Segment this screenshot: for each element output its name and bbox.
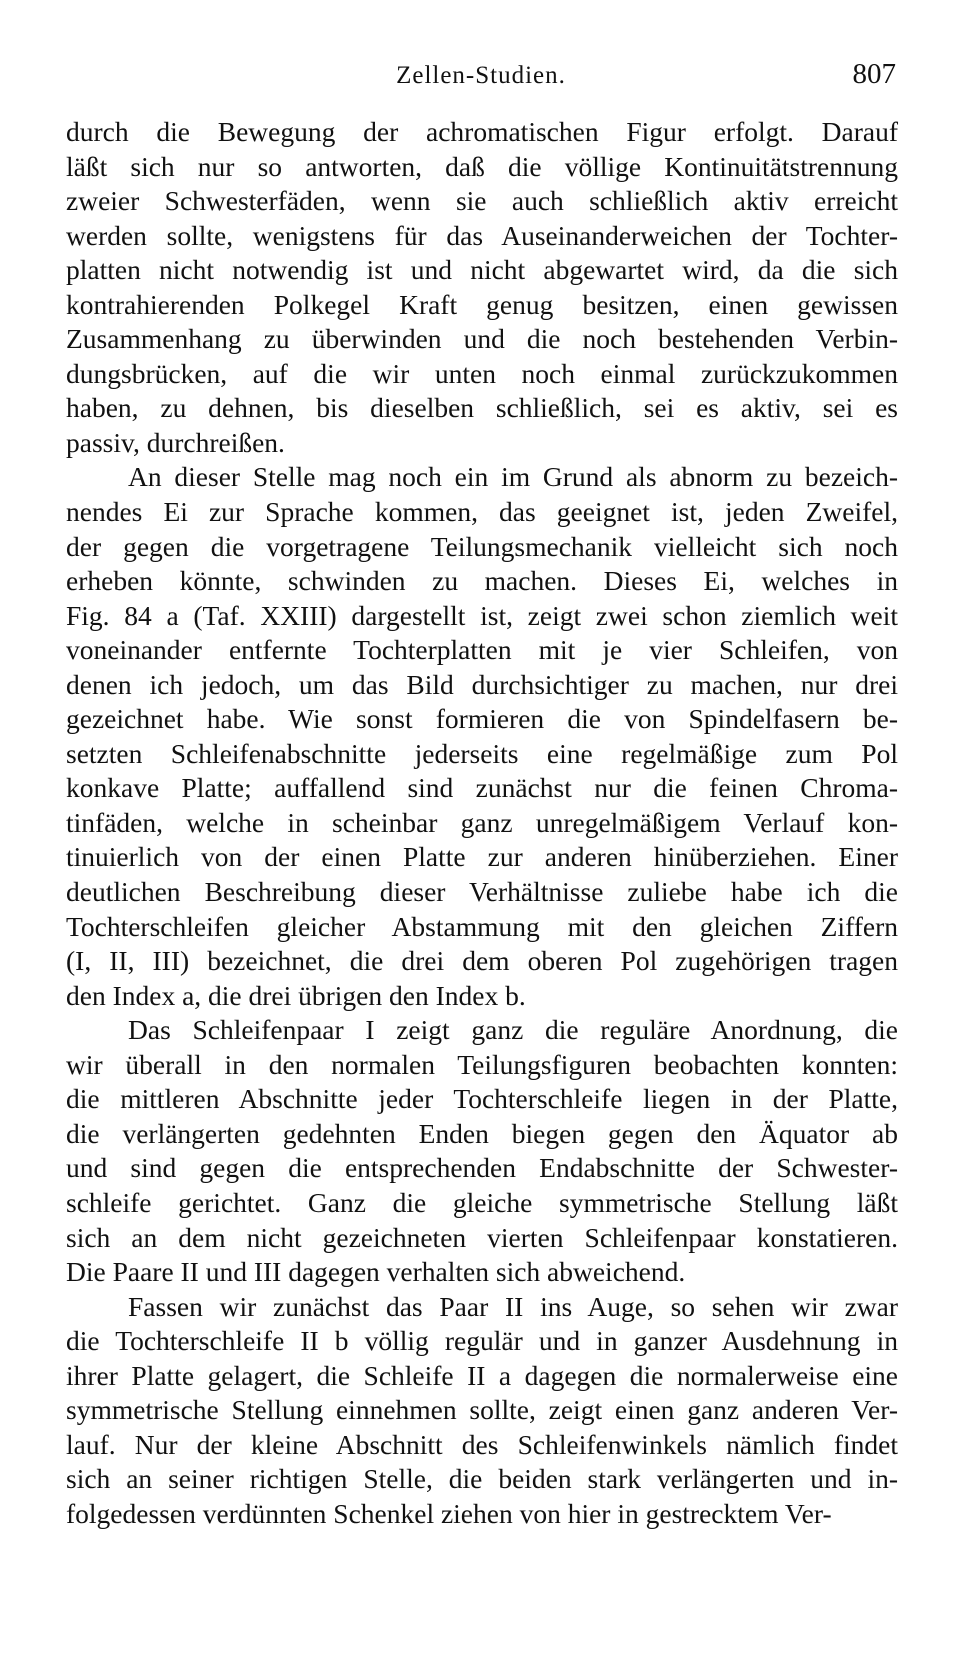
- text-line: platten nicht notwendig ist und nicht abgewartet wird, da die sich: [66, 254, 898, 286]
- text-line: erheben könnte, schwinden zu machen. Dieses Ei, welches in: [66, 565, 898, 597]
- paragraph: [66, 1290, 898, 1532]
- text-line: passiv, durchreißen.: [66, 426, 285, 458]
- text-line: schleife gerichtet. Ganz die gleiche symmetrische Stellung läßt: [66, 1186, 898, 1218]
- text-line: sich an dem nicht gezeichneten vierten Schleifenpaar konstatieren.: [66, 1221, 898, 1253]
- text-line: tinuierlich von der einen Platte zur anderen hinüberziehen. Einer: [66, 841, 898, 873]
- text-line: Tochterschleifen gleicher Abstammung mit den gleichen Ziffern: [66, 910, 898, 942]
- text-line: sich an seiner richtigen Stelle, die beiden stark verlängerten und in-: [66, 1463, 898, 1495]
- paragraph: [66, 1013, 898, 1289]
- text-line: gezeichnet habe. Wie sonst formieren die von Spindelfasern be-: [66, 703, 898, 735]
- text-line: Das Schleifenpaar I zeigt ganz die reguläre Anordnung, die: [128, 1014, 898, 1046]
- text-line: Zusammenhang zu überwinden und die noch bestehenden Verbin-: [66, 323, 898, 355]
- text-line: tinfäden, welche in scheinbar ganz unregelmäßigem Verlauf kon-: [66, 806, 898, 838]
- text-line: Fassen wir zunächst das Paar II ins Auge, so sehen wir zwar: [128, 1290, 898, 1322]
- text-line: lauf. Nur der kleine Abschnitt des Schleifenwinkels nämlich findet: [66, 1428, 898, 1460]
- text-line: ihrer Platte gelagert, die Schleife II a dagegen die normalerweise eine: [66, 1359, 898, 1391]
- text-line: die mittleren Abschnitte jeder Tochterschleife liegen in der Platte,: [66, 1083, 898, 1115]
- text-line: (I, II, III) bezeichnet, die drei dem oberen Pol zugehörigen tragen: [66, 945, 898, 977]
- text-line: der gegen die vorgetragene Teilungsmechanik vielleicht sich noch: [66, 530, 898, 562]
- text-line: folgedessen verdünnten Schenkel ziehen von hier in gestrecktem Ver-: [66, 1497, 832, 1529]
- text-line: die Tochterschleife II b völlig regulär und in ganzer Ausdehnung in: [66, 1325, 898, 1357]
- text-line: und sind gegen die entsprechenden Endabschnitte der Schwester-: [66, 1152, 898, 1184]
- text-line: konkave Platte; auffallend sind zunächst nur die feinen Chroma-: [66, 772, 898, 804]
- text-line: voneinander entfernte Tochterplatten mit je vier Schleifen, von: [66, 634, 898, 666]
- running-title: Zellen-Studien.: [396, 62, 566, 89]
- page-number: 807: [852, 58, 896, 90]
- text-line: An dieser Stelle mag noch ein im Grund als abnorm zu bezeich-: [128, 461, 898, 493]
- text-line: symmetrische Stellung einnehmen sollte, zeigt einen ganz anderen Ver-: [66, 1394, 898, 1426]
- text-line: setzten Schleifenabschnitte jederseits eine regelmäßige zum Pol: [66, 737, 898, 769]
- body-text: [66, 115, 898, 1531]
- paragraph: [66, 115, 898, 460]
- running-head: [66, 58, 896, 98]
- paragraph: [66, 460, 898, 1013]
- text-line: Fig. 84 a (Taf. XXIII) dargestellt ist, zeigt zwei schon ziemlich weit: [66, 599, 898, 631]
- text-line: haben, zu dehnen, bis dieselben schließlich, sei es aktiv, sei es: [66, 392, 898, 424]
- text-line: läßt sich nur so antworten, daß die völlige Kontinuitätstrennung: [66, 150, 898, 182]
- text-line: nendes Ei zur Sprache kommen, das geeignet ist, jeden Zweifel,: [66, 496, 898, 528]
- text-line: werden sollte, wenigstens für das Auseinanderweichen der Tochter-: [66, 219, 898, 251]
- text-line: den Index a, die drei übrigen den Index b.: [66, 979, 526, 1011]
- text-line: die verlängerten gedehnten Enden biegen gegen den Äquator ab: [66, 1117, 898, 1149]
- text-line: zweier Schwesterfäden, wenn sie auch schließlich aktiv erreicht: [66, 185, 898, 217]
- text-line: deutlichen Beschreibung dieser Verhältnisse zuliebe habe ich die: [66, 876, 898, 908]
- text-line: wir überall in den normalen Teilungsfiguren beobachten konnten:: [66, 1048, 898, 1080]
- text-line: kontrahierenden Polkegel Kraft genug besitzen, einen gewissen: [66, 288, 898, 320]
- text-line: denen ich jedoch, um das Bild durchsichtiger zu machen, nur drei: [66, 668, 898, 700]
- text-line: durch die Bewegung der achromatischen Figur erfolgt. Darauf: [66, 116, 898, 147]
- text-line: Die Paare II und III dagegen verhalten sich abweichend.: [66, 1256, 686, 1288]
- text-line: dungsbrücken, auf die wir unten noch einmal zurückzukommen: [66, 357, 898, 389]
